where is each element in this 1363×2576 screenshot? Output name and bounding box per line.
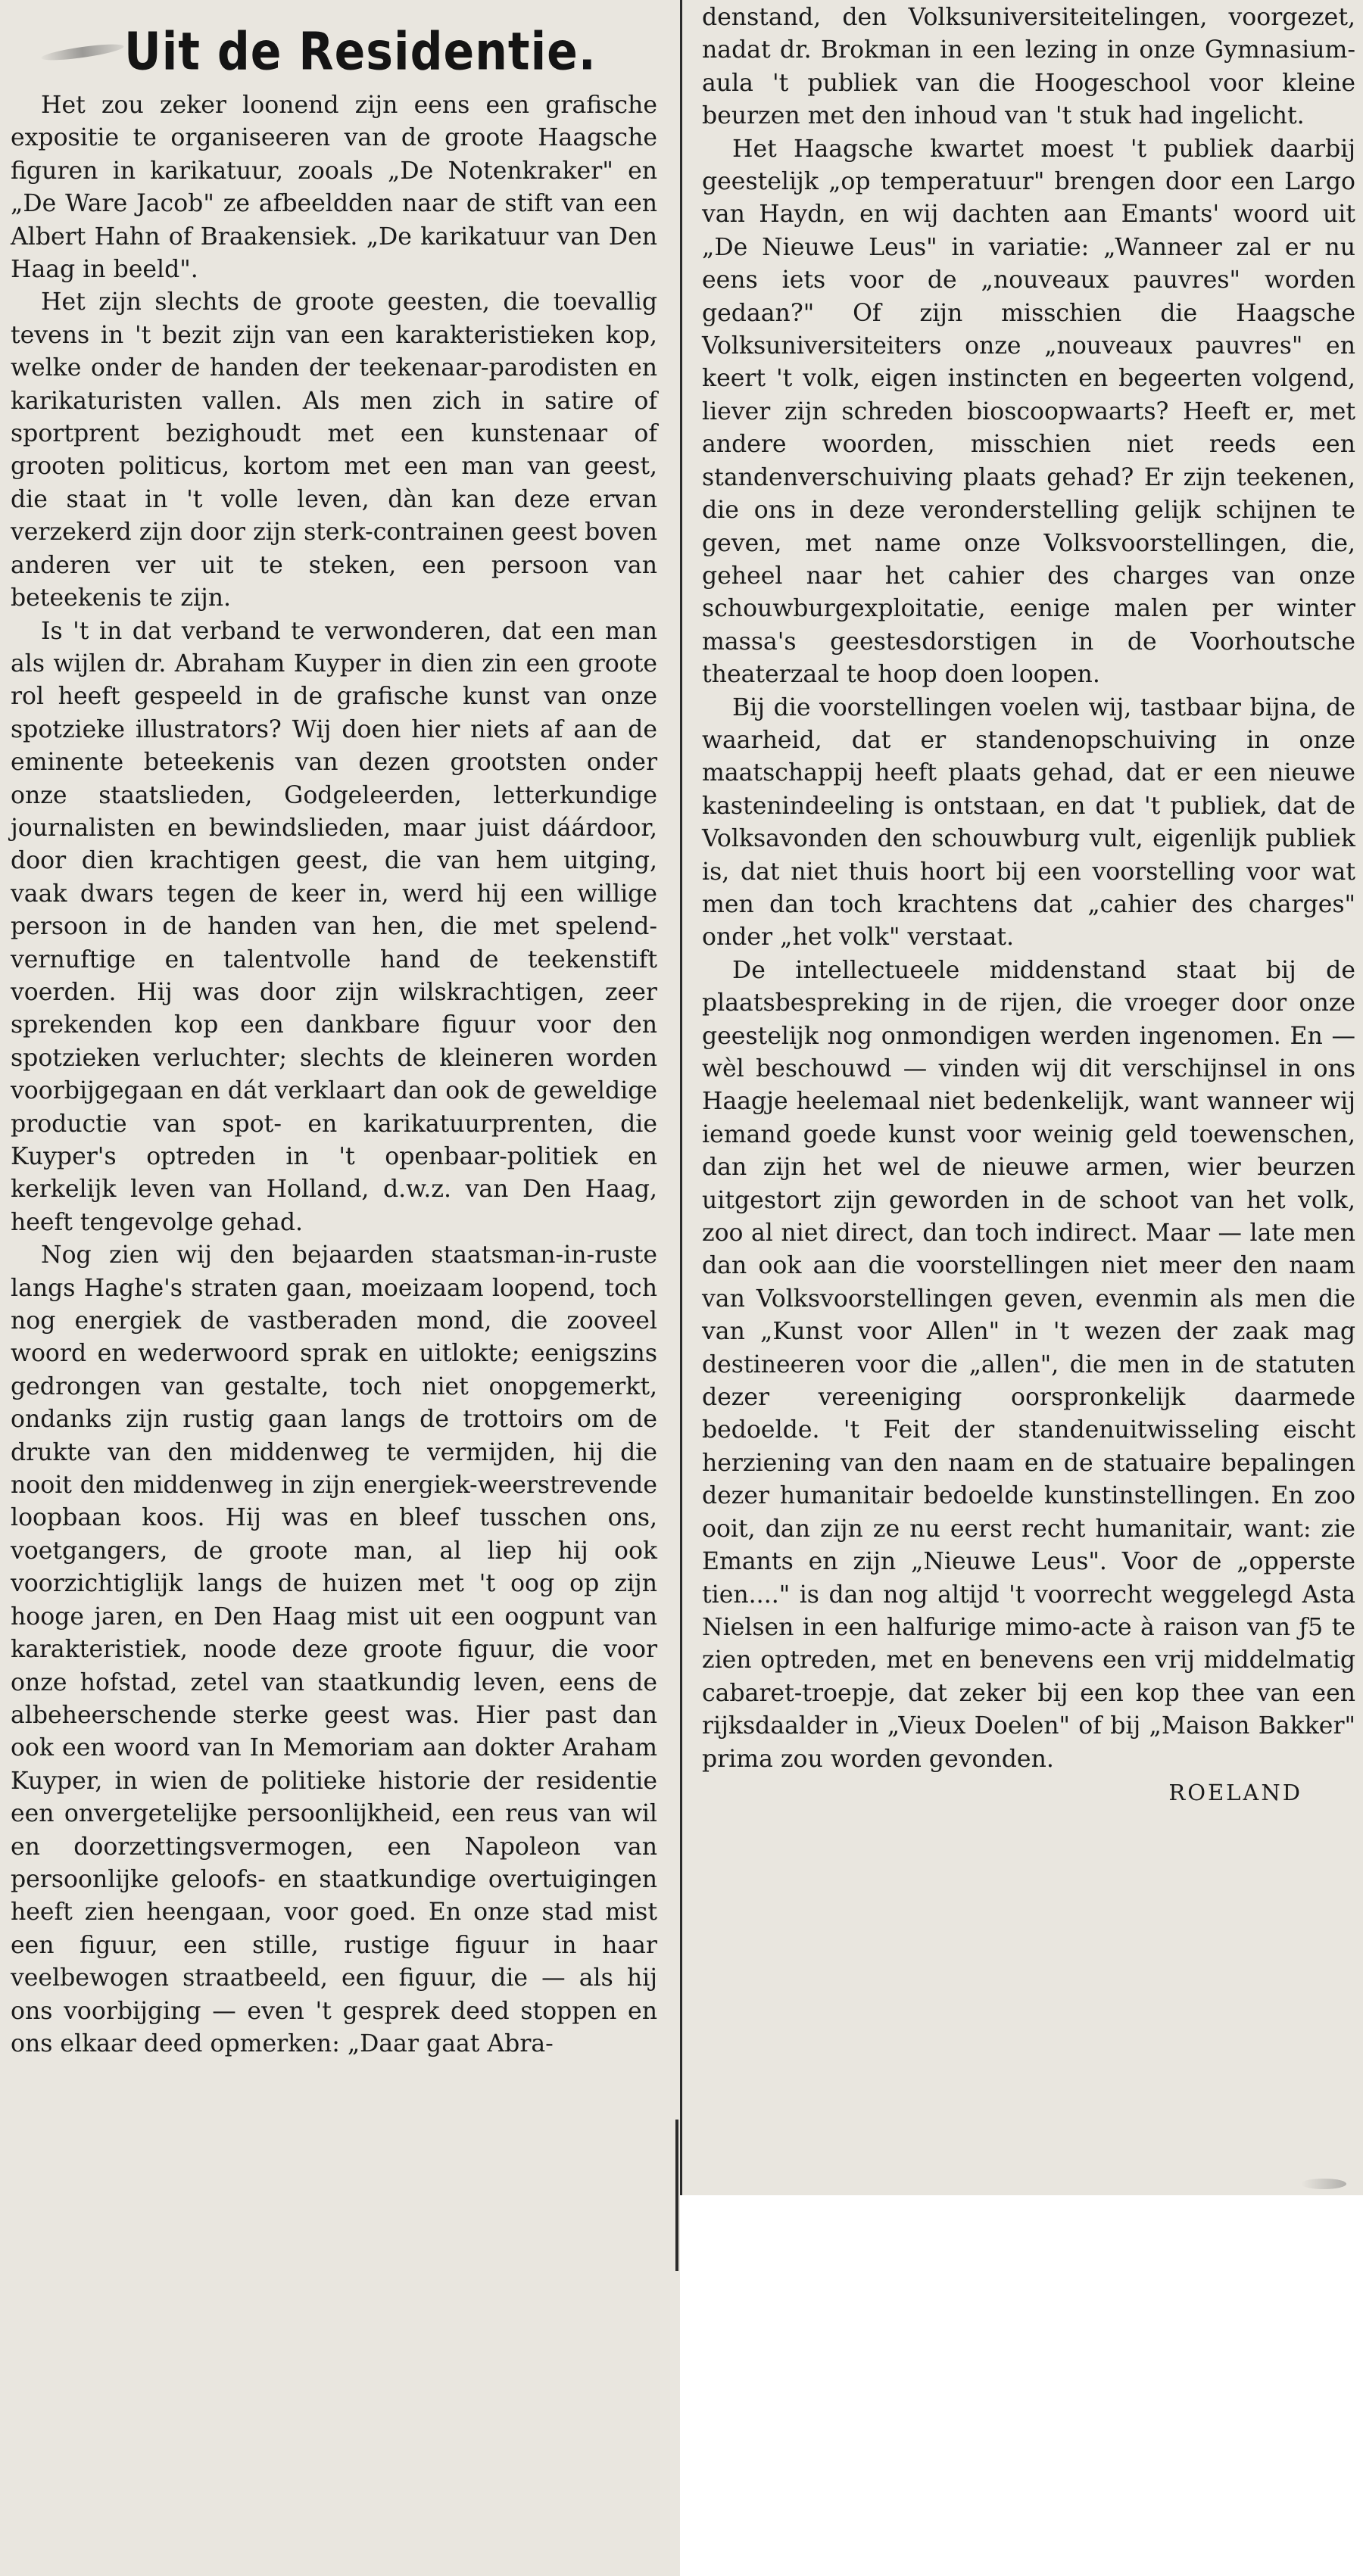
- headline-area: [11, 0, 657, 89]
- ink-smudge: [41, 41, 125, 63]
- signature-smudge: [1301, 2179, 1346, 2189]
- paragraph-1: Het zou zeker loonend zijn eens een grafische expositie te organiseeren van de groote Haagsche figuren in karikatuur, zooals „De Notenkraker" en „De Ware Jacob" ze afbeeldden naar de stift van een Albert Hahn of Braakensiek. „De karikatuur van Den Haag in beeld".: [11, 92, 657, 284]
- left-column-clipping: [0, 0, 680, 2576]
- paragraph-5: Het Haagsche kwartet moest 't publiek daarbij geestelijk „op temperatuur" brengen door een Largo van Haydn, en wij dachten aan Emants' woord uit „De Nieuwe Leus" in variatie: „Wanneer zal er nu eens iets voor de „nouveaux pauvres" worden gedaan?" Of zijn misschien die Haagsche Volksuniversiteiters onze „nouveaux pauvres" en keert 't volk, eigen instincten en begeerten volgend, liever zijn schreden bioscoopwaarts? Heeft er, met andere woorden, misschien niet reeds een standenverschuiving plaats gehad? Er zijn teekenen, die ons in deze veronderstelling gelijk schijnen te geven, met name onze Volksvoorstellingen, die, geheel naar het cahier des charges van onze schouwburgexploitatie, eenige malen per winter massa's geestesdorstigen in de Voorhoutsche theaterzaal te hoop doen loopen.: [702, 135, 1355, 689]
- fold-mark: [675, 2120, 678, 2271]
- paragraph-continuation: denstand, den Volksuniversiteitelingen, voorgezet, nadat dr. Brokman in een lezing in onze Gymnasium-aula 't publiek van die Hoogeschool voor kleine beurzen met den inhoud van 't stuk had ingelicht.: [702, 4, 1355, 130]
- paragraph-7: De intellectueele middenstand staat bij de plaatsbespreking in de rijen, die vroeger door onze geestelijk nog onmondigen werden ingenomen. En — wèl beschouwd — vinden wij dit verschijnsel in ons Haagje heelemaal niet bedenkelijk, want wanneer wij iemand goede kunst voor weinig geld toewenschen, dan zijn het wel de nieuwe armen, wier beurzen uitgestort zijn geworden in de schoot van het volk, zoo al niet direct, dan toch indirect. Maar — late men dan ook aan die voorstellingen niet meer den naam van Volksvoorstellingen geven, evenmin als men die van „Kunst voor Allen" in 't wezen der zaak mag destineeren voor die „allen", die men in de statuten dezer vereeniging oorspronkelijk daarmede bedoelde. 't Feit der standenuitwisseling eischt herziening van den naam en de statuaire bepalingen dezer humanitair bedoelde kunstinstellingen. En zoo ooit, dan zijn ze nu eerst recht humanitair, want: zie Emants en zijn „Nieuwe Leus". Voor de „opperste tien...." is dan nog altijd 't voorrecht weggelegd Asta Nielsen in een halfurige mimo-acte à raison van ƒ5 te zien optreden, met en benevens een vrij middelmatig cabaret-troepje, dat zeker bij een kop thee van een rijksdaalder in „Vieux Doelen" of bij „Maison Bakker" prima zou worden gevonden.: [702, 956, 1355, 1773]
- paragraph-4: Nog zien wij den bejaarden staatsman-in-ruste langs Haghe's straten gaan, moeizaam loopend, toch nog energiek de vastberaden mond, die zooveel woord en wederwoord sprak en uitlokte; eenigszins gedrongen van gestalte, toch niet onopgemerkt, ondanks zijn rustig gaan langs de trottoirs om de drukte van den middenweg te vermijden, hij die nooit den middenweg in zijn energiek-weerstrevende loopbaan koos. Hij was en bleef tusschen ons, voetgangers, de groote man, al liep hij ook voorzichtiglijk langs de huizen met 't oog op zijn hooge jaren, en Den Haag mist uit een oogpunt van karakteristiek, noode deze groote figuur, die voor onze hofstad, zetel van staatkundig leven, eens de albeheerschende sterke geest was. Hier past dan ook een woord van In Memoriam aan dokter Araham Kuyper, in wien de politieke historie der residentie een onvergetelijke persoonlijkheid, een reus van wil en doorzettingsvermogen, een Napoleon van persoonlijke geloofs- en staatkundige overtuigingen heeft zien heengaan, voor goed. En onze stad mist een figuur, een stille, rustige figuur in haar veelbewogen straatbeeld, een figuur, die — als hij ons voorbijging — even 't gesprek deed stoppen en ons elkaar deed opmerken: „Daar gaat Abra-: [11, 1241, 657, 2057]
- article-title: Uit de Residentie.: [124, 21, 597, 83]
- paragraph-2: Het zijn slechts de groote geesten, die toevallig tevens in 't bezit zijn van een karakteristieken kop, welke onder de handen der teekenaar-parodisten en karikaturisten vallen. Als men zich in satire of sportprent bezighoudt met een kunstenaar of grooten politicus, kortom met een man van geest, die staat in 't volle leven, dàn kan deze ervan verzekerd zijn door zijn sterk-contrainen geest boven anderen ver uit te steken, een persoon van beteekenis te zijn.: [11, 288, 657, 612]
- right-column-clipping: [680, 0, 1363, 2195]
- paragraph-3: Is 't in dat verband te verwonderen, dat een man als wijlen dr. Abraham Kuyper in dien zin een groote rol heeft gespeeld in de grafische kunst van onze spotzieke illustrators? Wij doen hier niets af aan de eminente beteekenis van dezen grootsten onder onze staatslieden, Godgeleerden, letterkundige journalisten en bewindslieden, maar juist dáárdoor, door dien krachtigen geest, die van hem uitging, vaak dwars tegen de keer in, werd hij een willige persoon in de handen van hen, die met spelend-vernuftige en talentvolle hand de teekenstift voerden. Hij was door zijn wilskrachtigen, zeer sprekenden kop een dankbare figuur voor den spotzieken verluchter; slechts de kleineren worden voorbijgegaan en dát verklaart dan ook de geweldige productie van spot- en karikatuurprenten, die Kuyper's optreden in 't openbaar-politiek en kerkelijk leven van Holland, d.w.z. van Den Haag, heeft tengevolge gehad.: [11, 617, 657, 1236]
- author-signature: ROELAND: [1168, 1779, 1302, 1805]
- paragraph-6: Bij die voorstellingen voelen wij, tastbaar bijna, de waarheid, dat er standenopschuiving in onze maatschappij heeft plaats gehad, dat er een nieuwe kastenindeeling is ontstaan, en dat 't publiek, dat de Volksavonden den schouwburg vult, eigenlijk publiek is, dat niet thuis hoort bij een voorstelling voor wat men dan toch krachtens dat „cahier des charges" onder „het volk" verstaat.: [702, 693, 1355, 952]
